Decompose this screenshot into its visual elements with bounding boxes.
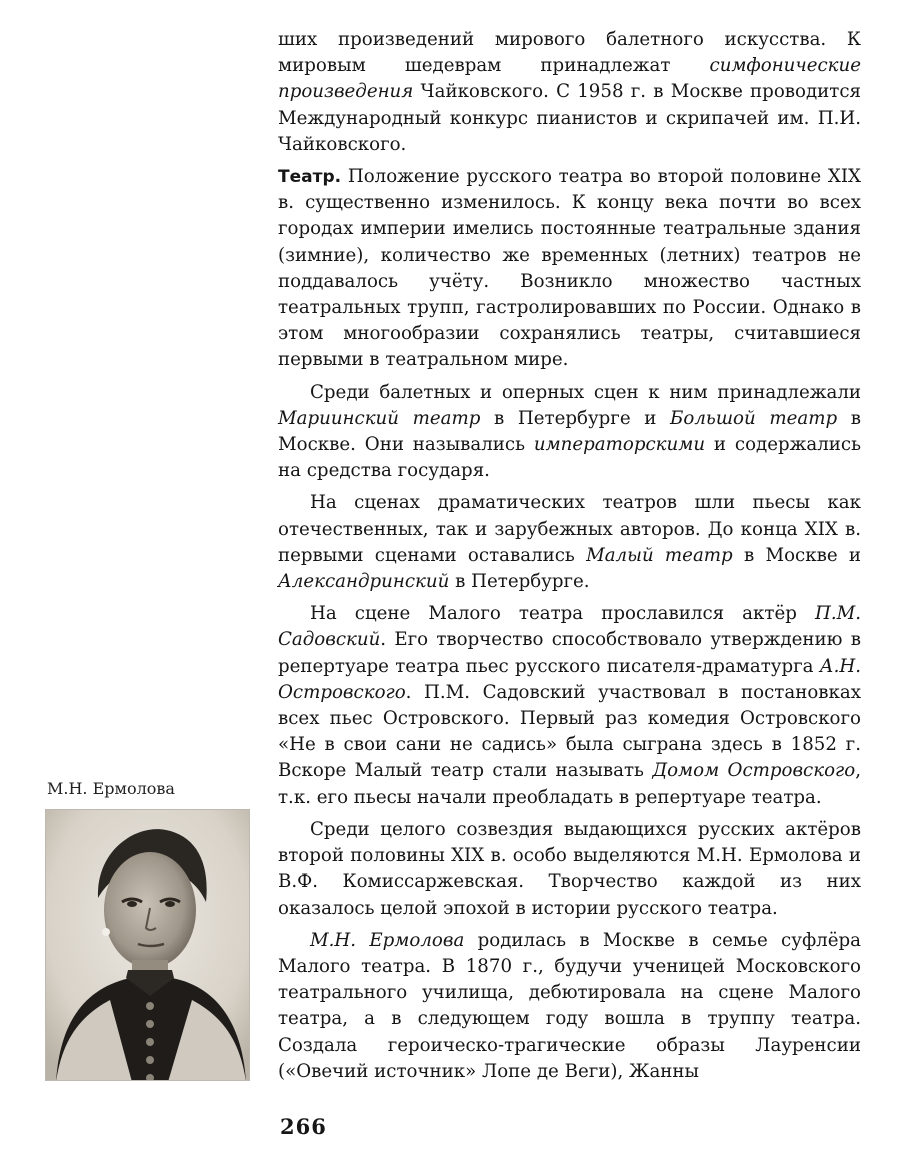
emphasis: Малый театр bbox=[586, 544, 733, 566]
paragraph: М.Н. Ермолова родилась в Москве в семье суфлёра Малого театра. В 1870 г., будучи ученицей Московского театрального училища, дебютировала на сцене Малого театра, а в следующем году вошла в труппу театра. Создала героическо-трагические образы Лауренсии («Овечий источник» Лопе де Веги), Жанны bbox=[278, 929, 861, 1082]
emphasis: П.М. Садовский bbox=[278, 603, 861, 651]
paragraph: На сцене Малого театра прославился актёр П.М. Садовский. Его творчество способствовало утверждению в репертуаре театра пьес русского писателя-драматурга А.Н. Островского. П.М. Садовский участвовал в постановках всех пьес Островского. Первый раз комедия Островского «Не в свои сани не садись» была сыграна здесь в 1852 г. Вскоре Малый театр стали называть Домом Островского, т.к. его пьесы начали преобладать в репертуаре театра. bbox=[278, 603, 861, 808]
emphasis: симфонические произведения bbox=[278, 55, 861, 103]
paragraph: Театр. Положение русского театра во второй половине XIX в. существенно изменилось. К концу века почти во всех городах империи имелись постоянные театральные здания (зимние), количество же временных (летних) театров не поддавалось учёту. Возникло множество частных театральных трупп, гастролировавших по России. Однако в этом многообразии сохранялись театры, считавшиеся первыми в театральном мире. bbox=[278, 166, 861, 371]
paragraph: Среди балетных и оперных сцен к ним принадлежали Мариинский театр в Петербурге и Большой театр в Москве. Они назывались императорскими и содержались на средства государя. bbox=[278, 381, 861, 482]
paragraph: ших произведений мирового балетного искусства. К мировым шедеврам принадлежат симфонические произведения Чайковского. С 1958 г. в Москве проводится Международный конкурс пианистов и скрипачей им. П.И. Чайковского. bbox=[278, 29, 861, 155]
paragraph: На сценах драматических театров шли пьесы как отечественных, так и зарубежных авторов. До конца XIX в. первыми сценами оставались Малый театр в Москве и Александринский в Петербурге. bbox=[278, 492, 861, 593]
emphasis: Александринский bbox=[278, 571, 450, 593]
emphasis: Большой театр bbox=[670, 407, 838, 429]
portrait-photo bbox=[45, 809, 250, 1081]
emphasis: Домом Островского bbox=[652, 760, 856, 782]
emphasis: императорскими bbox=[533, 434, 706, 456]
emphasis: Мариинский театр bbox=[278, 407, 481, 429]
emphasis: М.Н. Ермолова bbox=[310, 929, 465, 951]
section-heading: Театр. bbox=[278, 167, 342, 188]
emphasis: А.Н. Островского bbox=[278, 655, 861, 703]
paragraph: Среди целого созвездия выдающихся русских актёров второй половины XIX в. особо выделяются М.Н. Ермолова и В.Ф. Комиссаржевская. Творчество каждой из них оказалось целой эпохой в истории русского театра. bbox=[278, 818, 861, 919]
page-number: 266 bbox=[280, 1114, 327, 1139]
main-text-column bbox=[278, 27, 861, 1085]
figure-caption: М.Н. Ермолова bbox=[47, 779, 175, 798]
